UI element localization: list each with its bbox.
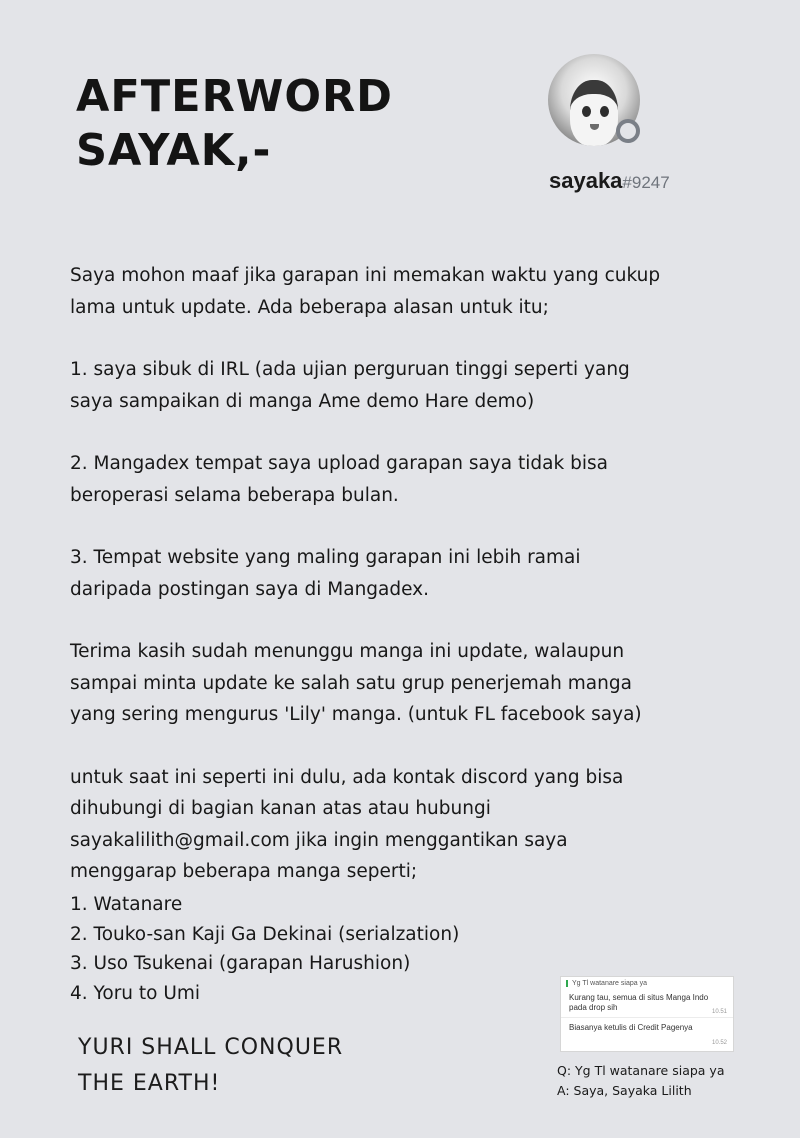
list-item: 1. Watanare xyxy=(70,894,183,915)
text-line: menggarap beberapa manga seperti; xyxy=(70,861,418,882)
chat-divider xyxy=(561,1017,733,1018)
slogan xyxy=(78,1030,343,1102)
paragraph-contact xyxy=(70,762,760,888)
text-line: daripada postingan saya di Mangadex. xyxy=(70,578,430,600)
slogan-line-1: YURI SHALL CONQUER xyxy=(78,1035,344,1060)
chat-quoted-message: Yg Tl watanare siapa ya xyxy=(566,980,647,987)
username-tag: #9247 xyxy=(622,173,670,192)
text-line: Terima kasih sudah menunggu manga ini update, walaupun xyxy=(70,641,625,662)
text-line: sayakalilith@gmail.com jika ingin menggantikan saya xyxy=(70,829,568,851)
text-line: saya sampaikan di manga Ame demo Hare demo) xyxy=(70,390,535,412)
text-line: lama untuk update. Ada beberapa alasan untuk itu; xyxy=(70,296,549,318)
avatar-eye-icon xyxy=(600,106,609,117)
status-indicator-icon xyxy=(616,119,640,143)
text-line: 1. saya sibuk di IRL (ada ujian perguruan tinggi seperti yang xyxy=(70,359,630,380)
text-line: Saya mohon maaf jika garapan ini memakan waktu yang cukup xyxy=(70,265,661,286)
title-line-2: SAYAK,- xyxy=(76,125,272,176)
text-line: 2. Mangadex tempat saya upload garapan saya tidak bisa xyxy=(70,453,608,474)
avatar-face-icon xyxy=(570,80,618,146)
paragraph-apology xyxy=(70,260,760,323)
qa-caption xyxy=(557,1061,724,1101)
paragraph-reason-1 xyxy=(70,354,760,417)
chat-message: Biasanya ketulis di Credit Pagenya xyxy=(569,1023,693,1032)
discord-username xyxy=(549,168,670,194)
text-line: sampai minta update ke salah satu grup penerjemah manga xyxy=(70,672,632,694)
paragraph-reason-3 xyxy=(70,542,760,605)
page-title xyxy=(76,70,393,178)
qa-answer: A: Saya, Sayaka Lilith xyxy=(557,1083,692,1098)
text-line: untuk saat ini seperti ini dulu, ada kontak discord yang bisa xyxy=(70,766,624,788)
username-name: sayaka xyxy=(549,168,623,193)
text-line: beroperasi selama beberapa bulan. xyxy=(70,484,399,506)
chat-timestamp: 10.51 xyxy=(711,1009,727,1015)
slogan-line-2: THE EARTH! xyxy=(78,1071,221,1096)
paragraph-thanks xyxy=(70,636,760,731)
list-item: 3. Uso Tsukenai (garapan Harushion) xyxy=(70,953,411,974)
text-line: 3. Tempat website yang maling garapan ini lebih ramai xyxy=(70,547,581,568)
paragraph-reason-2 xyxy=(70,448,760,511)
text-line: dihubungi di bagian kanan atas atau hubungi xyxy=(70,798,491,819)
afterword-body xyxy=(70,260,760,888)
chat-timestamp: 10.52 xyxy=(711,1040,727,1046)
title-line-1: AFTERWORD xyxy=(76,71,393,122)
list-item: 2. Touko-san Kaji Ga Dekinai (serialzation) xyxy=(70,923,460,945)
avatar-eye-icon xyxy=(582,106,591,117)
qa-question: Q: Yg Tl watanare siapa ya xyxy=(557,1063,725,1078)
text-line: yang sering mengurus 'Lily' manga. (untuk FL facebook saya) xyxy=(70,704,642,725)
chat-message: Kurang tau, semua di situs Manga Indo pada drop sih xyxy=(569,993,709,1012)
list-item: 4. Yoru to Umi xyxy=(70,982,201,1004)
chat-screenshot xyxy=(560,976,734,1052)
manga-list xyxy=(70,890,459,1008)
